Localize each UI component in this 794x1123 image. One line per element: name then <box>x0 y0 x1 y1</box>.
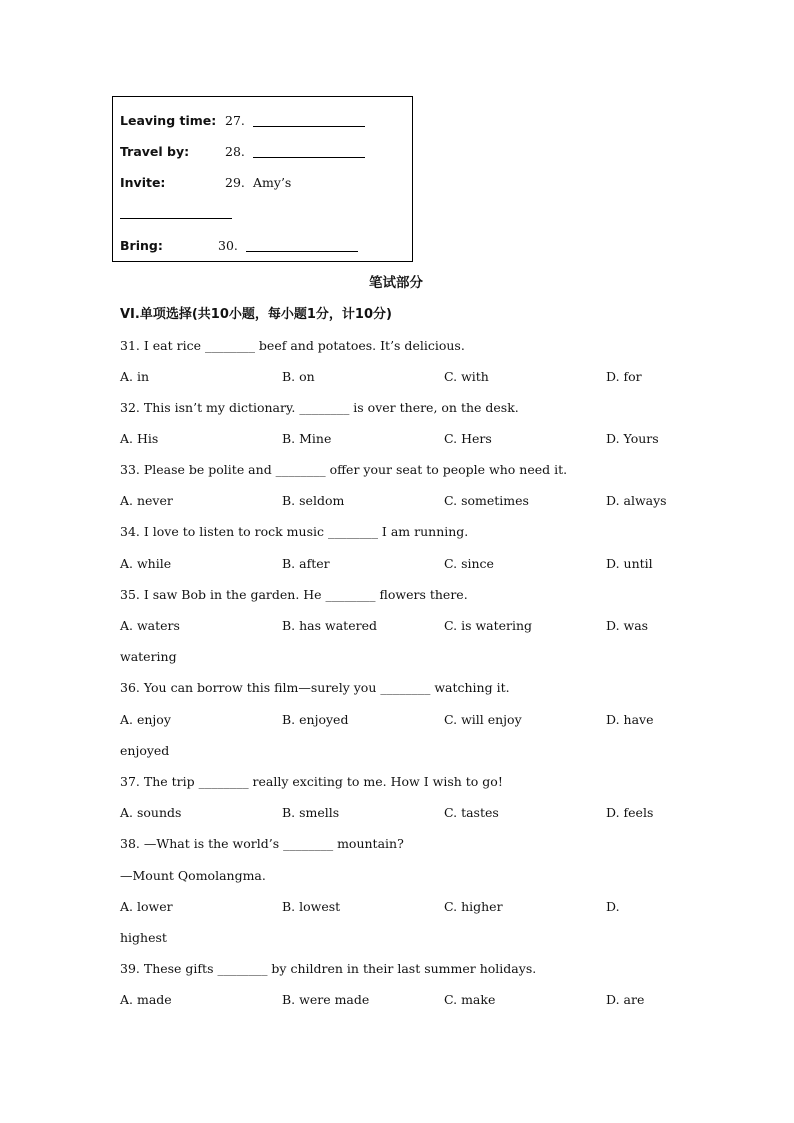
q35-option-b[interactable]: B. has watered <box>282 618 377 633</box>
q39-option-d[interactable]: D. are <box>606 992 645 1007</box>
q32-option-d[interactable]: D. Yours <box>606 431 659 446</box>
blank-number-30: 30. <box>218 238 238 253</box>
bring-label: Bring: <box>120 238 163 253</box>
blank-number-27: 27. <box>225 113 245 128</box>
q38-option-d-continued[interactable]: highest <box>120 930 167 945</box>
blank-number-29: 29. <box>225 175 245 190</box>
leaving-time-label: Leaving time: <box>120 113 217 128</box>
q37-option-b[interactable]: B. smells <box>282 805 340 820</box>
question-31-stem: 31. I eat rice ________ beef and potatoes. It’s delicious. <box>120 338 465 353</box>
question-33-stem: 33. Please be polite and ________ offer your seat to people who need it. <box>120 462 568 477</box>
question-37-stem: 37. The trip ________ really exciting to me. How I wish to go! <box>120 774 503 789</box>
q36-option-d-continued[interactable]: enjoyed <box>120 743 170 758</box>
q36-option-c[interactable]: C. will enjoy <box>444 712 522 727</box>
q31-option-d[interactable]: D. for <box>606 369 642 384</box>
q33-option-c[interactable]: C. sometimes <box>444 493 529 508</box>
q37-option-c[interactable]: C. tastes <box>444 805 499 820</box>
answer-blank-30[interactable] <box>246 251 358 252</box>
q37-option-a[interactable]: A. sounds <box>120 805 182 820</box>
q38-option-a[interactable]: A. lower <box>120 899 173 914</box>
question-39-stem: 39. These gifts ________ by children in their last summer holidays. <box>120 961 537 976</box>
q33-option-a[interactable]: A. never <box>120 493 173 508</box>
invite-name-text: Amy’s <box>253 175 292 190</box>
q33-option-b[interactable]: B. seldom <box>282 493 345 508</box>
answer-blank-29[interactable] <box>120 218 232 219</box>
question-38-stem: 38. —What is the world’s ________ mountain? <box>120 836 404 851</box>
answer-blank-27[interactable] <box>253 126 365 127</box>
q37-option-d[interactable]: D. feels <box>606 805 654 820</box>
q34-option-a[interactable]: A. while <box>120 556 172 571</box>
q38-option-d[interactable]: D. <box>606 899 620 914</box>
q35-option-d-continued[interactable]: watering <box>120 649 177 664</box>
q34-option-c[interactable]: C. since <box>444 556 494 571</box>
q39-option-a[interactable]: A. made <box>120 992 172 1007</box>
answer-blank-28[interactable] <box>253 157 365 158</box>
section-heading: VI.单项选择(共10小题，每小题1分，计10分) <box>120 307 392 322</box>
q32-option-c[interactable]: C. Hers <box>444 431 492 446</box>
question-36-stem: 36. You can borrow this film—surely you ________ watching it. <box>120 680 510 695</box>
question-35-stem: 35. I saw Bob in the garden. He ________ flowers there. <box>120 587 468 602</box>
q38-option-b[interactable]: B. lowest <box>282 899 341 914</box>
q38-option-c[interactable]: C. higher <box>444 899 503 914</box>
question-34-stem: 34. I love to listen to rock music ________ I am running. <box>120 524 469 539</box>
q36-option-b[interactable]: B. enjoyed <box>282 712 349 727</box>
q39-option-b[interactable]: B. were made <box>282 992 370 1007</box>
q36-option-d[interactable]: D. have <box>606 712 654 727</box>
q32-option-a[interactable]: A. His <box>120 431 159 446</box>
q34-option-b[interactable]: B. after <box>282 556 330 571</box>
q31-option-a[interactable]: A. in <box>120 369 150 384</box>
part-title: 笔试部分 <box>369 275 423 291</box>
q36-option-a[interactable]: A. enjoy <box>120 712 171 727</box>
q31-option-b[interactable]: B. on <box>282 369 315 384</box>
q35-option-d[interactable]: D. was <box>606 618 649 633</box>
travel-by-label: Travel by: <box>120 144 190 159</box>
invite-label: Invite: <box>120 175 166 190</box>
blank-number-28: 28. <box>225 144 245 159</box>
q33-option-d[interactable]: D. always <box>606 493 667 508</box>
q35-option-c[interactable]: C. is watering <box>444 618 533 633</box>
q39-option-c[interactable]: C. make <box>444 992 496 1007</box>
q34-option-d[interactable]: D. until <box>606 556 653 571</box>
q32-option-b[interactable]: B. Mine <box>282 431 332 446</box>
q31-option-c[interactable]: C. with <box>444 369 489 384</box>
question-38-answer-line: —Mount Qomolangma. <box>120 868 266 883</box>
q35-option-a[interactable]: A. waters <box>120 618 180 633</box>
question-32-stem: 32. This isn’t my dictionary. ________ is over there, on the desk. <box>120 400 519 415</box>
